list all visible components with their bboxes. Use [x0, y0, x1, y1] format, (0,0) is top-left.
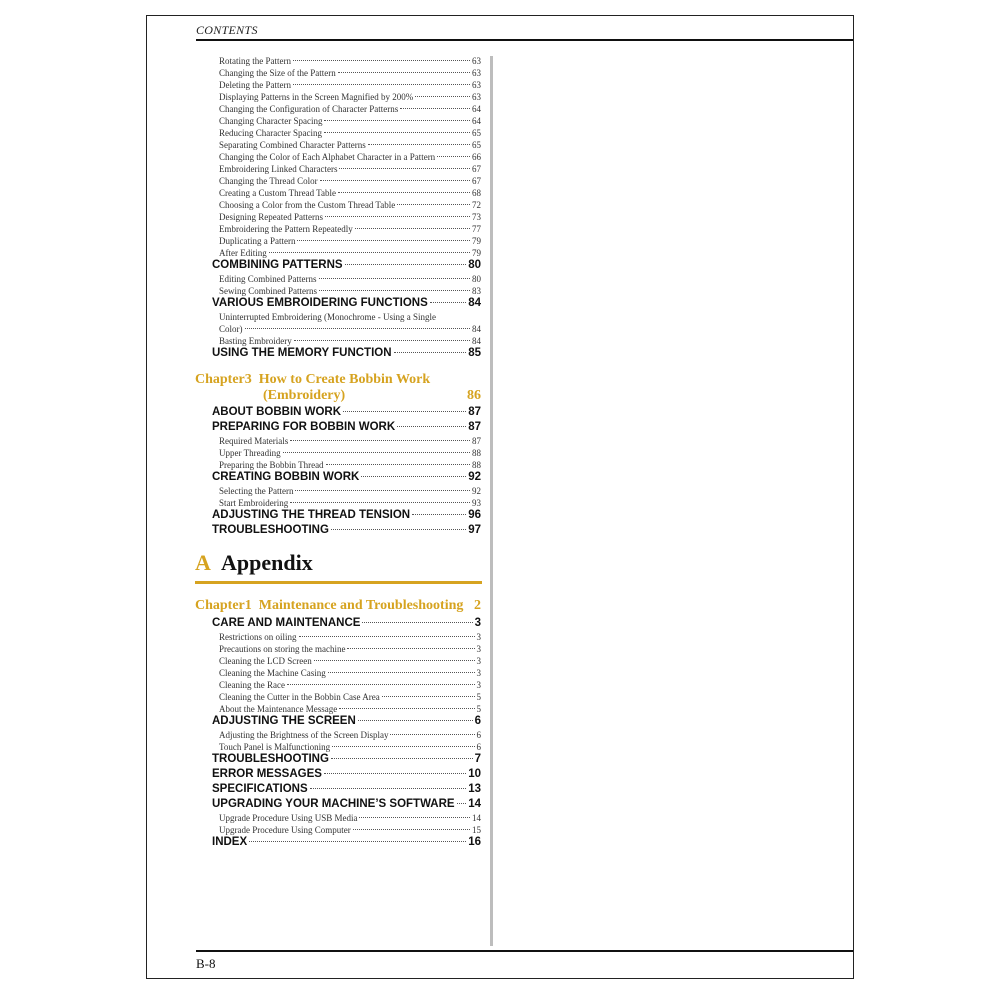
toc-entry-title: Duplicating a Pattern [219, 236, 296, 246]
toc-entry-title: Touch Panel is Malfunctioning [219, 742, 331, 752]
toc-entry-page: 3 [476, 668, 481, 678]
toc-dot-leader [290, 440, 470, 441]
toc-dot-leader [338, 192, 470, 193]
toc-subsection-entry[interactable] [219, 498, 481, 508]
toc-entry-page: 3 [476, 632, 481, 642]
toc-entry-title: Cleaning the Machine Casing [219, 668, 326, 678]
toc-section-entry[interactable] [212, 836, 481, 848]
toc-dot-leader [319, 290, 470, 291]
toc-dot-leader [339, 168, 470, 169]
toc-dot-leader [339, 708, 474, 709]
toc-subsection-entry[interactable] [219, 80, 481, 90]
toc-section-entry[interactable] [212, 783, 481, 795]
toc-entry-page: 87 [468, 421, 481, 433]
toc-entry-page: 3 [476, 656, 481, 666]
toc-dot-leader [269, 252, 470, 253]
toc-entry-title: Selecting the Pattern [219, 486, 294, 496]
toc-dot-leader [457, 803, 467, 804]
toc-dot-leader [430, 302, 466, 303]
toc-entry-page: 83 [472, 286, 481, 296]
toc-section-entry[interactable] [212, 715, 481, 727]
toc-entry-page: 67 [472, 176, 481, 186]
toc-dot-leader [394, 352, 467, 353]
toc-dot-leader [353, 829, 470, 830]
toc-dot-leader [343, 411, 466, 412]
toc-entry-page: 92 [468, 471, 481, 483]
appendix-title: Appendix [221, 550, 313, 575]
toc-dot-leader [368, 144, 470, 145]
toc-subsection-entry[interactable] [219, 286, 481, 296]
toc-entry-title: Rotating the Pattern [219, 56, 291, 66]
toc-entry-page: 10 [468, 768, 481, 780]
toc-entry-title: Precautions on storing the machine [219, 644, 346, 654]
toc-dot-leader [314, 660, 475, 661]
toc-entry-page: 72 [472, 200, 481, 210]
toc-dot-leader [358, 720, 473, 721]
toc-entry-page: 87 [472, 436, 481, 446]
toc-subsection-entry[interactable] [219, 680, 481, 690]
toc-entry-title: ADJUSTING THE THREAD TENSION [212, 509, 411, 521]
toc-entry-page: 64 [472, 104, 481, 114]
toc-subsection-entry[interactable] [219, 56, 481, 66]
toc-entry-page: 65 [472, 128, 481, 138]
toc-subsection-entry[interactable] [219, 813, 481, 823]
toc-entry-page: 96 [468, 509, 481, 521]
toc-entry-title: ABOUT BOBBIN WORK [212, 406, 342, 418]
toc-entry-page: 88 [472, 448, 481, 458]
toc-entry-title: USING THE MEMORY FUNCTION [212, 347, 392, 359]
toc-subsection-entry[interactable] [219, 188, 481, 198]
toc-entry-title: Upgrade Procedure Using Computer [219, 825, 351, 835]
toc-entry-title: TROUBLESHOOTING [212, 524, 329, 536]
toc-entry-page: 97 [468, 524, 481, 536]
toc-subsection-entry[interactable] [219, 140, 481, 150]
toc-entry-page: 84 [472, 324, 481, 334]
column-divider [490, 56, 493, 946]
toc-subsection-entry[interactable] [219, 460, 481, 470]
toc-entry-page: 65 [472, 140, 481, 150]
toc-dot-leader [382, 696, 475, 697]
chapter3-title-line1: How to Create Bobbin Work [258, 372, 431, 387]
page-header-title: CONTENTS [196, 23, 258, 37]
toc-entry-page: 5 [476, 704, 481, 714]
toc-entry-page: 5 [476, 692, 481, 702]
toc-entry-title: PREPARING FOR BOBBIN WORK [212, 421, 396, 433]
toc-entry-page: 92 [472, 486, 481, 496]
toc-subsection-entry[interactable] [219, 248, 481, 258]
toc-entry-title: INDEX [212, 836, 248, 848]
toc-subsection-entry[interactable] [219, 730, 481, 740]
toc-subsection-entry[interactable] [219, 704, 481, 714]
toc-entry-title: TROUBLESHOOTING [212, 753, 329, 765]
toc-entry-title: Cleaning the Cutter in the Bobbin Case Area [219, 692, 380, 702]
toc-entry-page: 13 [468, 783, 481, 795]
toc-entry-page: 88 [472, 460, 481, 470]
toc-entry-page: 16 [468, 836, 481, 848]
toc-subsection-entry[interactable] [219, 274, 481, 284]
toc-subsection-entry[interactable] [219, 128, 481, 138]
toc-section-entry[interactable] [212, 421, 481, 433]
toc-dot-leader [294, 340, 470, 341]
chapter3-page: 86 [467, 388, 481, 403]
toc-entry-page: 73 [472, 212, 481, 222]
toc-entry-title: ADJUSTING THE SCREEN [212, 715, 356, 727]
toc-entry-title: ERROR MESSAGES [212, 768, 322, 780]
toc-dot-leader [319, 278, 471, 279]
toc-entry-title: Displaying Patterns in the Screen Magnified by 200% [219, 92, 414, 102]
toc-dot-leader [331, 529, 466, 530]
toc-entry-page: 93 [472, 498, 481, 508]
toc-entry-title: Reducing Character Spacing [219, 128, 322, 138]
toc-entry-page: 68 [472, 188, 481, 198]
toc-subsection-entry[interactable] [219, 152, 481, 162]
toc-subsection-entry[interactable] [219, 116, 481, 126]
toc-entry-title: Deleting the Pattern [219, 80, 291, 90]
toc-entry-page: 64 [472, 116, 481, 126]
toc-dot-leader [390, 734, 474, 735]
toc-section-entry[interactable] [212, 798, 481, 810]
toc-dot-leader [290, 502, 470, 503]
toc-dot-leader [361, 476, 466, 477]
toc-subsection-entry[interactable] [219, 448, 481, 458]
toc-subsection-entry[interactable] [219, 644, 481, 654]
toc-section-entry[interactable] [212, 259, 481, 271]
toc-entry-page: 80 [468, 259, 481, 271]
toc-entry-title: Preparing the Bobbin Thread [219, 460, 324, 470]
toc-entry-title: Changing the Size of the Pattern [219, 68, 336, 78]
toc-entry-page: 7 [474, 753, 481, 765]
toc-subsection-entry[interactable] [219, 668, 481, 678]
toc-dot-leader [328, 672, 475, 673]
toc-subsection-entry[interactable] [219, 742, 481, 752]
toc-dot-leader [347, 648, 474, 649]
toc-section-entry[interactable] [212, 753, 481, 765]
toc-entry-title: Cleaning the Race [219, 680, 285, 690]
toc-entry-page: 6 [474, 715, 481, 727]
toc-entry-title: Required Materials [219, 436, 289, 446]
toc-entry-page: 63 [472, 56, 481, 66]
toc-entry-page: 63 [472, 68, 481, 78]
toc-dot-leader [299, 636, 475, 637]
toc-entry-title: Adjusting the Brightness of the Screen Display [219, 730, 389, 740]
toc-dot-leader [324, 132, 470, 133]
toc-subsection-entry[interactable] [219, 825, 481, 835]
toc-dot-leader [245, 328, 471, 329]
document-page [146, 15, 854, 979]
toc-entry-title: Upper Threading [219, 448, 281, 458]
toc-dot-leader [320, 180, 470, 181]
toc-entry-page: 87 [468, 406, 481, 418]
toc-entry-title: Separating Combined Character Patterns [219, 140, 366, 150]
toc-entry-title: Restrictions on oiling [219, 632, 297, 642]
toc-entry-title: Changing Character Spacing [219, 116, 323, 126]
toc-subsection-entry[interactable] [219, 632, 481, 642]
toc-subsection-entry[interactable] [219, 164, 481, 174]
toc-dot-leader [332, 746, 474, 747]
toc-dot-leader [397, 204, 470, 205]
toc-subsection-entry[interactable] [219, 336, 481, 346]
toc-entry-page: 67 [472, 164, 481, 174]
appendix-chapter1-label: Chapter1 [195, 598, 252, 613]
toc-section-entry[interactable] [212, 297, 481, 309]
toc-entry-page: 66 [472, 152, 481, 162]
toc-entry-title: About the Maintenance Message [219, 704, 338, 714]
toc-entry-page: 14 [468, 798, 481, 810]
toc-entry-text[interactable]: Uninterrupted Embroidering (Monochrome - Using a Single [219, 312, 436, 322]
toc-dot-leader [249, 841, 466, 842]
chapter3-label: Chapter3 [195, 372, 252, 387]
toc-entry-title: Embroidering the Pattern Repeatedly [219, 224, 353, 234]
toc-entry-page: 63 [472, 92, 481, 102]
appendix-chapter1-title: Maintenance and Troubleshooting [258, 598, 464, 613]
toc-dot-leader [283, 452, 470, 453]
toc-entry-page: 6 [476, 742, 481, 752]
toc-entry-title: Sewing Combined Patterns [219, 286, 317, 296]
toc-dot-leader [325, 216, 470, 217]
toc-dot-leader [310, 788, 467, 789]
toc-section-entry[interactable] [212, 406, 481, 418]
toc-entry-title: Choosing a Color from the Custom Thread Table [219, 200, 396, 210]
toc-dot-leader [437, 156, 470, 157]
toc-subsection-entry[interactable] [219, 92, 481, 102]
appendix-letter: A [195, 550, 211, 575]
chapter3-title-line2: (Embroidery) [263, 388, 346, 403]
toc-dot-leader [355, 228, 470, 229]
toc-entry-title: Changing the Color of Each Alphabet Character in a Pattern [219, 152, 436, 162]
toc-entry-page: 77 [472, 224, 481, 234]
toc-entry-page: 3 [476, 680, 481, 690]
toc-entry-page: 3 [476, 644, 481, 654]
toc-subsection-entry[interactable] [219, 656, 481, 666]
appendix-rule [195, 581, 482, 584]
toc-entry-title: Start Embroidering [219, 498, 289, 508]
toc-dot-leader [295, 490, 470, 491]
toc-dot-leader [324, 120, 470, 121]
toc-dot-leader [293, 84, 470, 85]
appendix-heading [195, 550, 482, 578]
toc-section-entry[interactable] [212, 471, 481, 483]
toc-entry-page: 3 [474, 617, 481, 629]
toc-dot-leader [293, 60, 470, 61]
toc-entry-title: CARE AND MAINTENANCE [212, 617, 361, 629]
toc-entry-title: Cleaning the LCD Screen [219, 656, 312, 666]
toc-dot-leader [331, 758, 473, 759]
chapter3-heading[interactable] [195, 372, 481, 404]
toc-dot-leader [326, 464, 470, 465]
toc-entry-page: 84 [472, 336, 481, 346]
toc-section-entry[interactable] [212, 617, 481, 629]
footer-rule [196, 950, 853, 952]
toc-entry-title: Changing the Configuration of Character Patterns [219, 104, 399, 114]
toc-subsection-entry[interactable] [219, 692, 481, 702]
toc-dot-leader [338, 72, 470, 73]
toc-entry-title: Changing the Thread Color [219, 176, 318, 186]
toc-entry-page: 80 [472, 274, 481, 284]
toc-dot-leader [415, 96, 470, 97]
toc-dot-leader [400, 108, 470, 109]
toc-entry-page: 79 [472, 236, 481, 246]
toc-subsection-entry[interactable] [219, 212, 481, 222]
toc-entry-title: UPGRADING YOUR MACHINE’S SOFTWARE [212, 798, 455, 810]
toc-entry-page: 63 [472, 80, 481, 90]
toc-entry-page: 14 [472, 813, 481, 823]
toc-entry-title: Color) [219, 324, 243, 334]
toc-section-entry[interactable] [212, 768, 481, 780]
toc-dot-leader [359, 817, 470, 818]
appendix-chapter1-page: 2 [474, 598, 481, 613]
toc-entry-title: CREATING BOBBIN WORK [212, 471, 360, 483]
toc-subsection-entry[interactable] [219, 324, 481, 334]
toc-entry-page: 15 [472, 825, 481, 835]
toc-subsection-entry[interactable] [219, 486, 481, 496]
toc-dot-leader [287, 684, 475, 685]
toc-entry-title: Upgrade Procedure Using USB Media [219, 813, 358, 823]
toc-entry-page: 84 [468, 297, 481, 309]
toc-dot-leader [397, 426, 466, 427]
toc-entry-title: COMBINING PATTERNS [212, 259, 343, 271]
toc-section-entry[interactable] [212, 524, 481, 536]
toc-subsection-entry[interactable] [219, 200, 481, 210]
toc-subsection-entry[interactable] [219, 68, 481, 78]
toc-subsection-entry[interactable] [219, 236, 481, 246]
header-rule [196, 39, 853, 41]
toc-entry-page: 79 [472, 248, 481, 258]
toc-section-entry[interactable] [212, 347, 481, 359]
toc-subsection-entry[interactable] [219, 176, 481, 186]
toc-dot-leader [297, 240, 470, 241]
toc-entry-title: Editing Combined Patterns [219, 274, 317, 284]
page-number: B-8 [196, 956, 216, 971]
toc-dot-leader [345, 264, 467, 265]
toc-entry-page: 85 [468, 347, 481, 359]
toc-entry-title: SPECIFICATIONS [212, 783, 308, 795]
toc-entry-title: After Editing [219, 248, 267, 258]
toc-entry-title: Creating a Custom Thread Table [219, 188, 337, 198]
toc-subsection-entry[interactable] [219, 224, 481, 234]
toc-entry-title: Basting Embroidery [219, 336, 292, 346]
toc-dot-leader [362, 622, 472, 623]
toc-entry-title: Embroidering Linked Characters [219, 164, 338, 174]
toc-subsection-entry[interactable] [219, 104, 481, 114]
toc-subsection-entry[interactable] [219, 436, 481, 446]
toc-entry-title: VARIOUS EMBROIDERING FUNCTIONS [212, 297, 428, 309]
toc-dot-leader [412, 514, 466, 515]
toc-section-entry[interactable] [212, 509, 481, 521]
toc-dot-leader [324, 773, 466, 774]
appendix-chapter1-heading[interactable] [195, 598, 481, 614]
toc-entry-page: 6 [476, 730, 481, 740]
toc-entry-title: Designing Repeated Patterns [219, 212, 323, 222]
